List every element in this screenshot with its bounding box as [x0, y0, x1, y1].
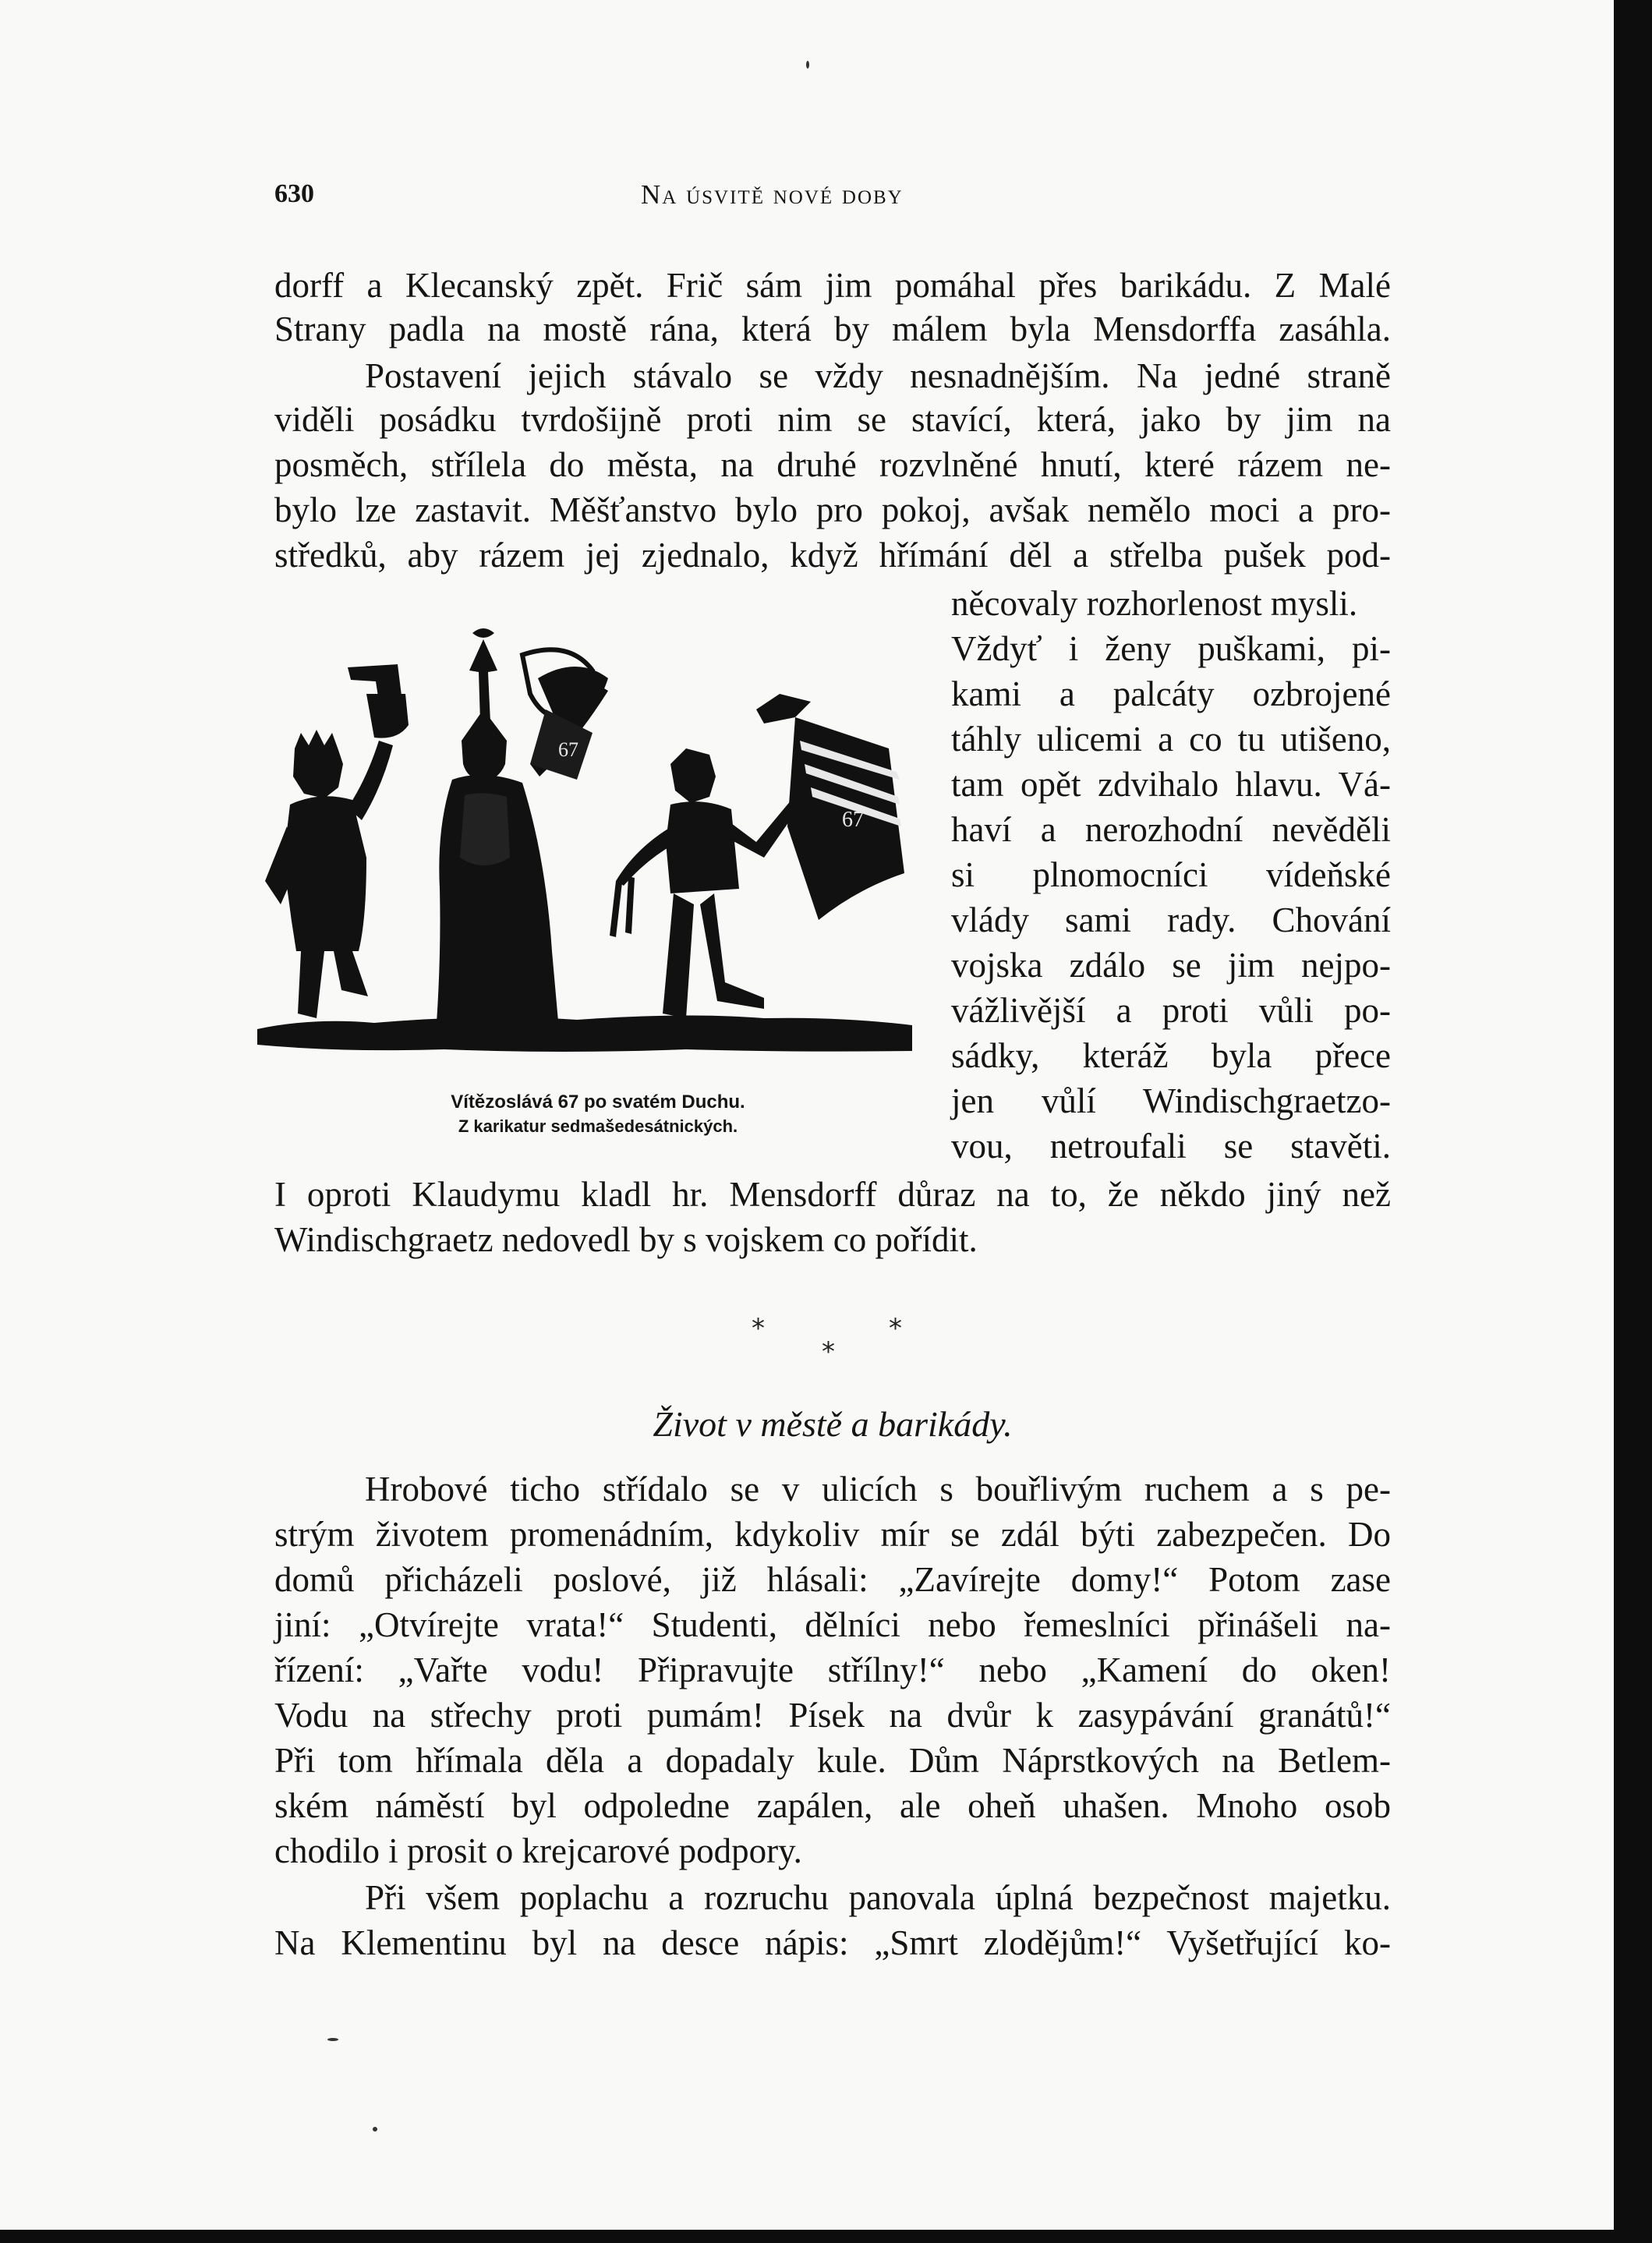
text-line: Postavení jejich stávalo se vždy nesnadnějším. Na jedné straně	[365, 356, 1391, 395]
text-line: Při všem poplachu a rozruchu panovala úplná bezpečnost majetku.	[365, 1878, 1391, 1917]
text-line: posměch, střílela do města, na druhé rozvlněné hnutí, které rázem ne-	[274, 445, 1391, 484]
text-line: Na Klementinu byl na desce nápis: „Smrt zlodějům!“ Vyšetřující ko-	[274, 1923, 1391, 1962]
text-line: viděli posádku tvrdošijně proti nim se stavící, která, jako by jim na	[274, 400, 1391, 439]
text-line: domů přicházeli poslové, již hlásali: „Zavírejte domy!“ Potom zase	[274, 1560, 1391, 1599]
text-line: jiní: „Otvírejte vrata!“ Studenti, dělníci nebo řemeslníci přinášeli na-	[274, 1605, 1391, 1644]
text-line: vou, netroufali se stavěti.	[951, 1127, 1391, 1166]
scan-speck	[806, 61, 809, 69]
text-line: Při tom hřímala děla a dopadaly kule. Dům Náprstkových na Betlem-	[274, 1741, 1391, 1780]
text-line: něcovaly rozhorlenost mysli.	[951, 584, 1358, 623]
text-line: vážlivější a proti vůli po-	[951, 991, 1391, 1030]
text-line: Strany padla na mostě rána, která by málem byla Mensdorffa zasáhla.	[274, 310, 1391, 348]
text-line: sádky, kteráž byla přece	[951, 1036, 1391, 1075]
text-line: táhly ulicemi a co tu utišeno,	[951, 720, 1391, 759]
text-line: Hrobové ticho střídalo se v ulicích s bouřlivým ruchem a s pe-	[365, 1470, 1391, 1509]
text-line: tam opět zdvihalo hlavu. Vá-	[951, 765, 1391, 804]
text-line: si plnomocníci vídeňské	[951, 855, 1391, 894]
scan-speck	[327, 2038, 338, 2041]
separator-star: *	[822, 1336, 835, 1367]
figure-priest	[437, 628, 608, 1023]
page-header	[274, 179, 1391, 218]
page-number: 630	[274, 179, 314, 208]
text-line: haví a nerozhodní nevěděli	[951, 810, 1391, 849]
text-line: Vždyť i ženy puškami, pi-	[951, 629, 1391, 668]
section-separator	[702, 1310, 920, 1372]
scan-right-edge	[1614, 0, 1652, 2243]
caricature-illustration	[249, 624, 920, 1084]
figure-caption: Vítězoslává 67 po svatém Duchu.	[451, 1091, 745, 1113]
figure-worker	[265, 664, 409, 1018]
text-line: kami a palcáty ozbrojené	[951, 674, 1391, 713]
text-line: Windischgraetz nedovedl by s vojskem co pořídit.	[274, 1220, 978, 1259]
flag-number: 67	[842, 808, 864, 832]
separator-star: *	[889, 1313, 902, 1344]
text-line: jen vůlí Windischgraetzo-	[951, 1081, 1391, 1120]
text-line: bylo lze zastavit. Měšťanstvo bylo pro pokoj, avšak nemělo moci a pro-	[274, 490, 1391, 529]
running-title: Na úsvitě nové doby	[641, 179, 904, 210]
text-line: řízení: „Vařte vodu! Připravujte střílny!“ nebo „Kamení do oken!	[274, 1650, 1391, 1689]
figure-soldier	[610, 694, 904, 1018]
text-line: chodilo i prosit o krejcarové podpory.	[274, 1831, 802, 1870]
scan-speck	[373, 2127, 377, 2132]
section-title: Život v městě a barikády.	[653, 1404, 1013, 1444]
text-line: dorff a Klecanský zpět. Frič sám jim pomáhal přes barikádu. Z Malé	[274, 266, 1391, 305]
separator-star: *	[752, 1313, 765, 1344]
banner-number: 67	[558, 738, 578, 761]
text-line: vojska zdálo se jim nejpo-	[951, 946, 1391, 985]
text-line: strým životem promenádním, kdykoliv mír se zdál býti zabezpečen. Do	[274, 1515, 1391, 1554]
scan-bottom-edge	[0, 2230, 1652, 2243]
figure-caption-source: Z karikatur sedmašedesátnických.	[458, 1116, 738, 1136]
text-line: I oproti Klaudymu kladl hr. Mensdorff důraz na to, že někdo jiný než	[274, 1175, 1391, 1214]
text-line: ském náměstí byl odpoledne zapálen, ale oheň uhašen. Mnoho osob	[274, 1786, 1391, 1825]
text-line: vlády sami rady. Chování	[951, 900, 1391, 939]
text-line: středků, aby rázem jej zjednalo, když hřímání děl a střelba pušek pod-	[274, 536, 1391, 575]
text-line: Vodu na střechy proti pumám! Písek na dvůr k zasypávání granátů!“	[274, 1696, 1391, 1735]
